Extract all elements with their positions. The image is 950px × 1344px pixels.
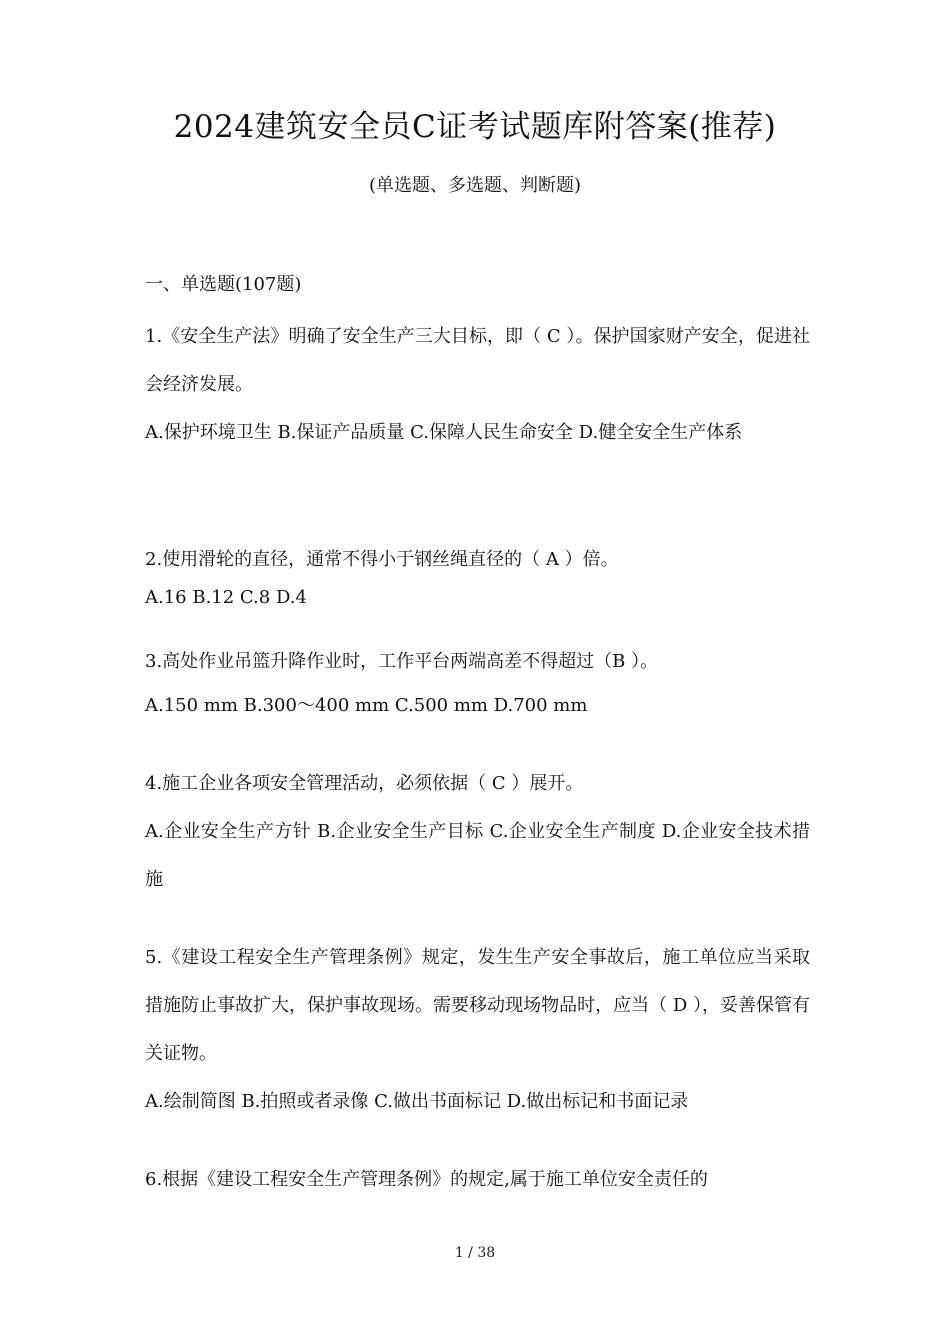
question-options: A.150 mm B.300～400 mm C.500 mm D.700 mm [145, 695, 588, 716]
question-options: A.绘制简图 B.拍照或者录像 C.做出书面标记 D.做出标记和书面记录 [145, 1091, 689, 1112]
question-stem: 2.使用滑轮的直径，通常不得小于钢丝绳直径的（ A ）倍。 [145, 549, 619, 570]
question-5 [145, 934, 810, 1126]
question-stem: 4.施工企业各项安全管理活动，必须依据（ C ）展开。 [145, 773, 584, 794]
question-stem: 3.高处作业吊篮升降作业时，工作平台两端高差不得超过（B ）。 [145, 651, 659, 672]
question-4 [145, 760, 810, 904]
question-1 [145, 313, 810, 457]
question-stem: 5.《建设工程安全生产管理条例》规定，发生生产安全事故后，施工单位应当采取措施防止事故扩大，保护事故现场。需要移动现场物品时，应当（ D ），妥善保管有关证物。 [145, 947, 810, 1064]
question-6 [145, 1156, 810, 1204]
question-3 [145, 638, 810, 726]
page-number: 1 / 38 [454, 1245, 496, 1261]
question-stem: 6.根据《建设工程安全生产管理条例》的规定,属于施工单位安全责任的 [145, 1169, 708, 1190]
page-subtitle: (单选题、多选题、判断题) [368, 175, 582, 196]
question-stem: 1.《安全生产法》明确了安全生产三大目标，即（ C ）。保护国家财产安全，促进社会经济发展。 [145, 326, 810, 395]
page-title: 2024建筑安全员C证考试题库附答案(推荐) [173, 109, 777, 145]
question-options: A.企业安全生产方针 B.企业安全生产目标 C.企业安全生产制度 D.企业安全技术措施 [145, 821, 810, 890]
question-2 [145, 538, 810, 614]
question-options: A.保护环境卫生 B.保证产品质量 C.保障人民生命安全 D.健全安全生产体系 [145, 422, 743, 443]
question-options: A.16 B.12 C.8 D.4 [145, 587, 307, 608]
section-heading: 一、单选题(107题) [145, 274, 302, 295]
